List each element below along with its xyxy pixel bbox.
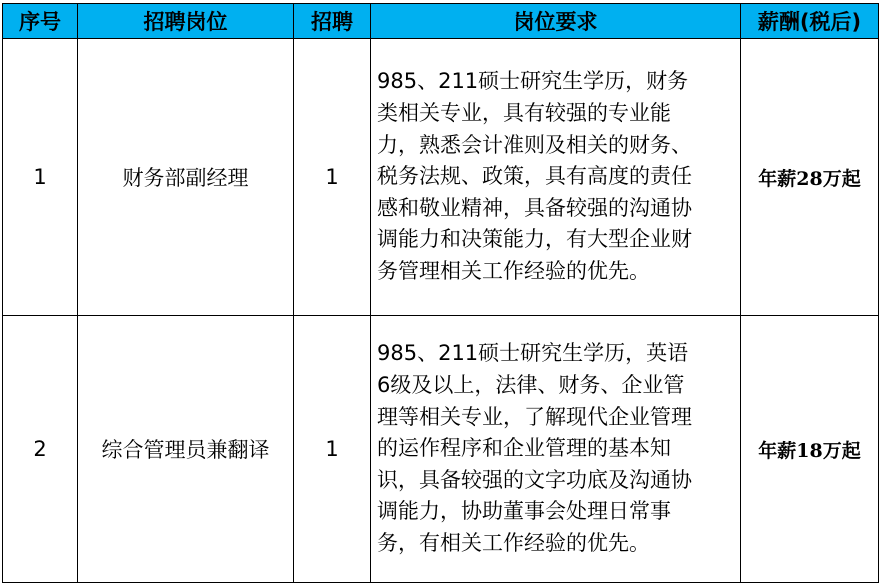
table-row <box>3 316 879 583</box>
header-count: 招聘 <box>294 4 371 39</box>
requirement-line: 务，有相关工作经验的优先。 <box>377 530 650 555</box>
cell-no: 2 <box>3 316 78 583</box>
requirement-line: 的运作程序和企业管理的基本知 <box>377 436 671 461</box>
requirement-line: 6级及以上，法律、财务、企业管 <box>377 373 685 398</box>
cell-position: 综合管理员兼翻译 <box>78 316 294 583</box>
cell-no: 1 <box>3 39 78 316</box>
requirement-line: 调能力和决策能力，有大型企业财 <box>377 227 692 252</box>
requirement-line: 调能力，协助董事会处理日常事 <box>377 499 671 524</box>
header-position: 招聘岗位 <box>78 4 294 39</box>
table-row <box>3 39 879 316</box>
cell-count: 1 <box>294 39 371 316</box>
requirement-line: 力，熟悉会计准则及相关的财务、 <box>377 132 692 157</box>
requirement-line: 理等相关专业，了解现代企业管理 <box>377 404 692 429</box>
cell-count: 1 <box>294 316 371 583</box>
header-salary: 薪酬(税后) <box>741 4 879 39</box>
requirement-line: 税务法规、政策，具有高度的责任 <box>377 164 692 189</box>
cell-requirements <box>371 39 741 316</box>
requirement-line: 类相关专业，具有较强的专业能 <box>377 101 671 126</box>
header-row <box>3 4 879 39</box>
header-requirements: 岗位要求 <box>371 4 741 39</box>
recruitment-table <box>2 3 879 583</box>
header-no: 序号 <box>3 4 78 39</box>
requirement-line: 985、211硕士研究生学历，英语 <box>377 341 689 366</box>
cell-salary: 年薪28万起 <box>741 39 879 316</box>
requirement-line: 务管理相关工作经验的优先。 <box>377 258 650 283</box>
cell-requirements <box>371 316 741 583</box>
cell-salary: 年薪18万起 <box>741 316 879 583</box>
requirement-line: 985、211硕士研究生学历，财务 <box>377 69 689 94</box>
requirement-line: 感和敬业精神，具备较强的沟通协 <box>377 195 692 220</box>
requirement-line: 识，具备较强的文字功底及沟通协 <box>377 467 692 492</box>
cell-position: 财务部副经理 <box>78 39 294 316</box>
